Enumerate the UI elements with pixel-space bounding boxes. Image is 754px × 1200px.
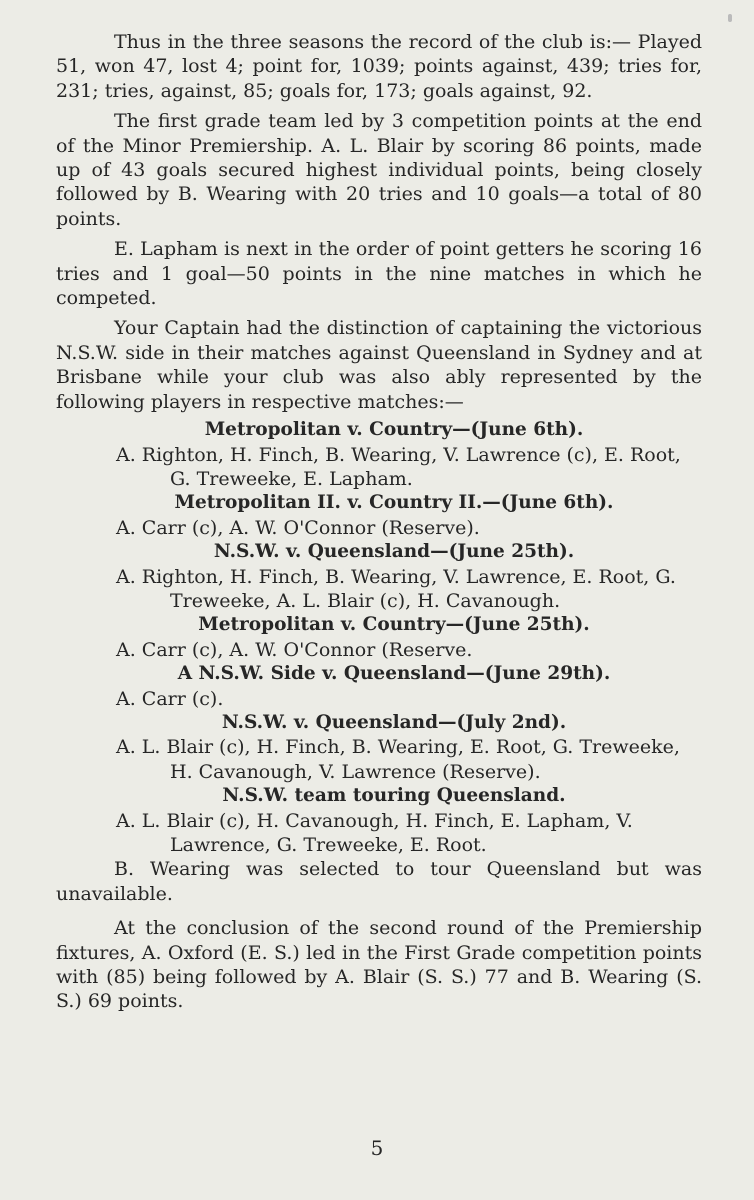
match-players: A. Righton, H. Finch, B. Wearing, V. Lawrence (c), E. Root, G. Treweeke, E. Lapham. [116, 443, 681, 490]
match-title: Metropolitan v. Country—(June 25th). [198, 614, 590, 636]
lapham-paragraph: E. Lapham is next in the order of point getters he scoring 16 tries and 1 goal—50 points in the nine matches in which he competed. [56, 238, 702, 310]
record-paragraph: Thus in the three seasons the record of the club is:— Played 51, won 47, lost 4; point for, 1039; points against, 439; tries for, 231; tries, against, 85; goals for, 173; goals against, 92. [56, 31, 702, 102]
match-entry [56, 418, 702, 491]
match-title: N.S.W. v. Queensland—(June 25th). [213, 541, 575, 563]
paper-speck [728, 14, 732, 22]
match-entry [56, 613, 702, 662]
match-title: Metropolitan II. v. Country II.—(June 6th). [174, 492, 614, 514]
match-title: N.S.W. team touring Queensland. [222, 785, 566, 807]
match-players: A. Carr (c), A. W. O'Connor (Reserve). [116, 516, 480, 539]
page-number: 5 [370, 1136, 384, 1160]
match-entry [56, 784, 702, 857]
match-players: A. Carr (c). [116, 687, 224, 710]
match-players: A. Carr (c), A. W. O'Connor (Reserve. [116, 638, 473, 661]
match-entry [56, 711, 702, 784]
captain-paragraph: Your Captain had the distinction of captaining the victorious N.S.W. side in their matches against Queensland in Sydney and at Brisbane while your club was also ably represented by the following players in respective matches:— [56, 317, 702, 413]
match-entry [56, 491, 702, 540]
match-entry [56, 662, 702, 711]
wearing-paragraph: B. Wearing was selected to tour Queensland but was unavailable. [56, 858, 702, 905]
match-title: N.S.W. v. Queensland—(July 2nd). [221, 711, 567, 733]
first-grade-paragraph: The first grade team led by 3 competition points at the end of the Minor Premiership. A. L. Blair by scoring 86 points, made up of 43 goals secured highest individual points, being closely followed by B. Wearing with 20 tries and 10 goals—a total of 80 points. [56, 110, 702, 230]
premiership-paragraph: At the conclusion of the second round of the Premiership fixtures, A. Oxford (E. S.) led in the First Grade competition points with (85) being followed by A. Blair (S. S.) 77 and B. Wearing (S. S.) 69 points. [56, 917, 702, 1013]
match-players: A. L. Blair (c), H. Cavanough, H. Finch, E. Lapham, V. Lawrence, G. Treweeke, E. Root. [116, 809, 633, 856]
match-title: Metropolitan v. Country—(June 6th). [204, 419, 584, 441]
match-title: A N.S.W. Side v. Queensland—(June 29th). [177, 663, 611, 685]
match-players: A. L. Blair (c), H. Finch, B. Wearing, E. Root, G. Treweeke, H. Cavanough, V. Lawrence (Reserve). [116, 736, 680, 783]
match-players: A. Righton, H. Finch, B. Wearing, V. Lawrence, E. Root, G. Treweeke, A. L. Blair (c), H. Cavanough. [116, 565, 676, 612]
match-entry [56, 540, 702, 613]
